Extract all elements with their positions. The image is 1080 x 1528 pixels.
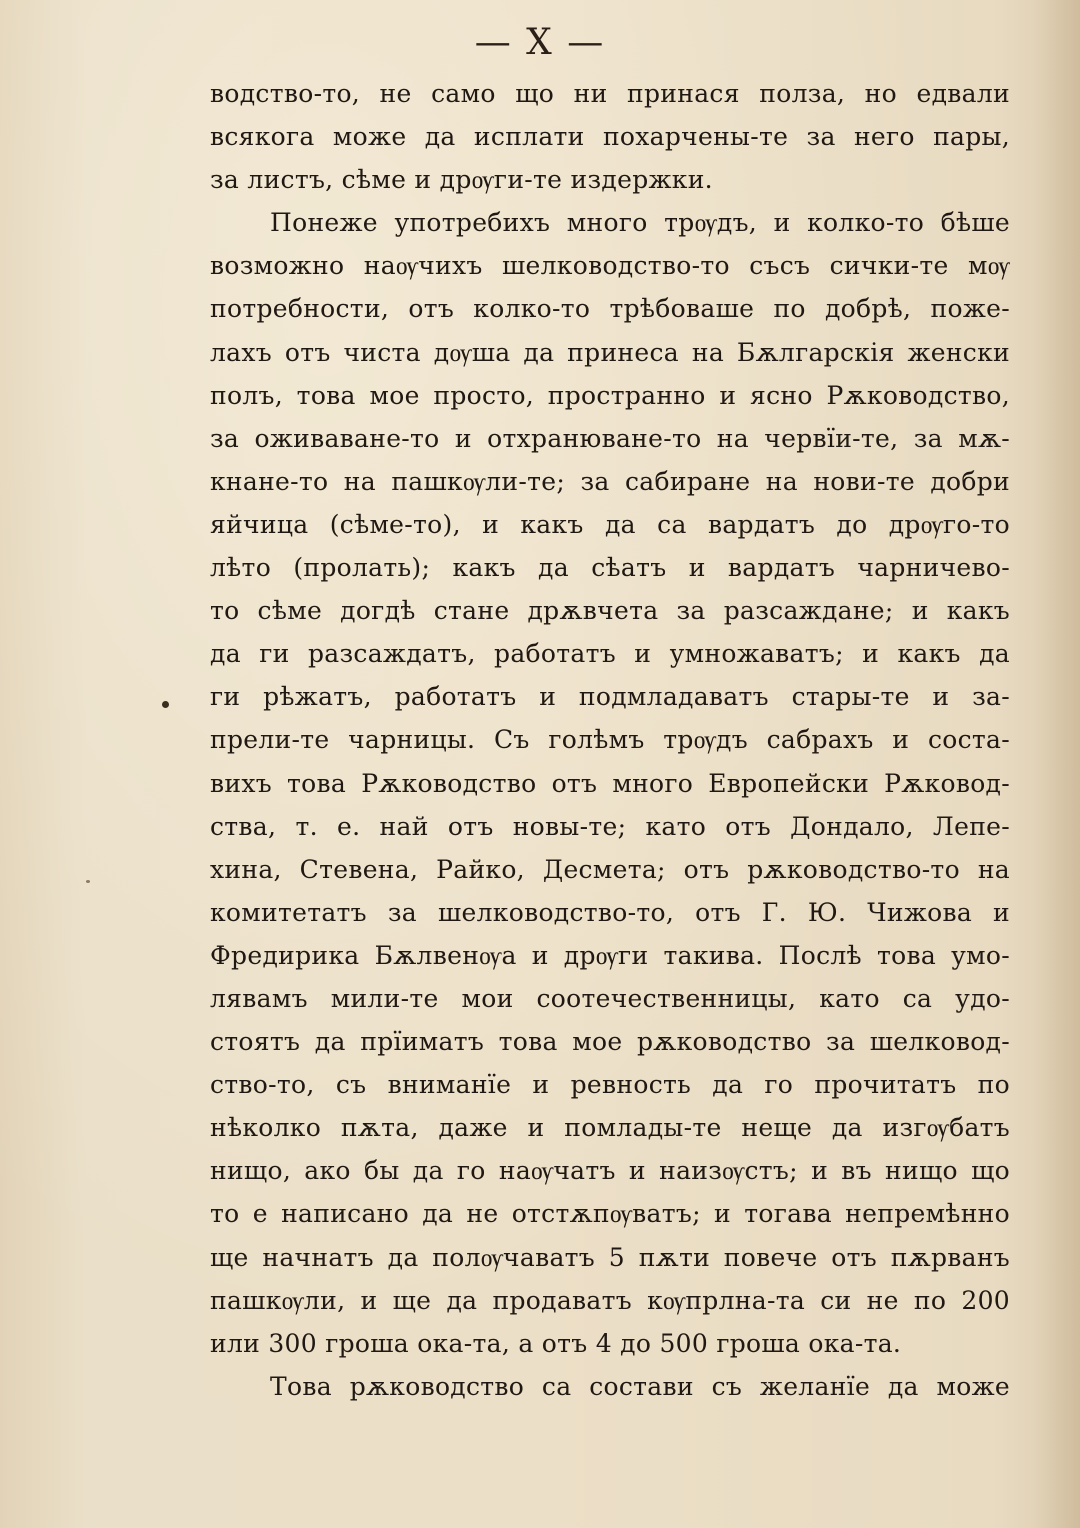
text-line-31: Това рѫководство са состави съ желанїе да може — [270, 1371, 1010, 1401]
text-line-23: стоятъ да прїиматъ това мое рѫководство за шелковод- — [210, 1027, 1010, 1057]
text-line-2: всякога може да исплати похарчены-те за него пары, — [210, 122, 1010, 152]
margin-speck — [86, 880, 90, 883]
text-line-3: за листъ, сѣме и дрѹги-те издержки. — [210, 165, 713, 195]
text-line-21: Фредирика Бѫлвенѹа и дрѹги такива. Послѣ това умо- — [210, 940, 1010, 970]
text-line-13: то сѣме догдѣ стане дрѫвчета за разсаждане; и какъ — [210, 596, 1010, 626]
text-line-24: ство-то, съ вниманїе и ревность да го прочитатъ по — [210, 1070, 1010, 1100]
text-line-18: ства, т. е. най отъ новы-те; като отъ Дондало, Лепе- — [210, 811, 1010, 841]
text-line-26: нищо, ако бы да го наѹчатъ и наизѹстъ; и въ нищо що — [210, 1156, 1010, 1186]
text-line-8: полъ, това мое просто, пространно и ясно Рѫководство, — [210, 380, 1010, 410]
text-line-30: или 300 гроша ока-та, а отъ 4 до 500 гроша ока-та. — [210, 1328, 902, 1358]
text-line-29: пашкѹли, и ще да продаватъ кѹпрлна-та си не по 200 — [210, 1285, 1010, 1315]
text-line-20: комитетатъ за шелководство-то, отъ Г. Ю. Чижова и — [210, 897, 1010, 927]
text-line-5: возможно наѹчихъ шелководство-то съсъ сички-те мѹ — [210, 251, 1010, 281]
text-line-27: то е написано да не отстѫпѹватъ; и тогава непремѣнно — [210, 1199, 1010, 1229]
text-line-12: лѣто (пролать); какъ да сѣатъ и вардатъ чарничево- — [210, 553, 1010, 583]
text-line-9: за оживаване-то и отхранюване-то на червїи-те, за мѫ- — [210, 423, 1010, 453]
text-line-1: водство-то, не само що ни принася полза, но едвали — [210, 79, 1010, 108]
margin-ink-dot — [162, 701, 169, 708]
text-line-7: лахъ отъ чиста дѹша да принеса на Бѫлгарскія женски — [210, 337, 1010, 367]
text-line-15: ги рѣжатъ, работатъ и подмладаватъ стары-те и за- — [210, 682, 1010, 712]
text-line-14: да ги разсаждатъ, работатъ и умножаватъ; и какъ да — [210, 639, 1010, 669]
text-line-19: хина, Стевена, Райко, Десмета; отъ рѫководство-то на — [210, 854, 1010, 884]
body-text — [210, 72, 1010, 1408]
text-line-11: яйчица (сѣме-то), и какъ да са вардатъ до дрѹго-то — [210, 509, 1010, 539]
page-edge-shadow — [1034, 0, 1080, 1528]
text-line-10: кнане-то на пашкѹли-те; за сабиране на нови-те добри — [210, 466, 1010, 496]
text-line-4: Понеже употребихъ много трѹдъ, и колко-то бѣше — [270, 208, 1010, 238]
page-number-header: — X — — [474, 22, 606, 63]
text-line-17: вихъ това Рѫководство отъ много Европейски Рѫковод- — [210, 768, 1010, 798]
text-line-25: нѣколко пѫта, даже и помлады-те неще да изгѹбатъ — [210, 1113, 1010, 1143]
text-line-28: ще начнатъ да полѹчаватъ 5 пѫти повече отъ пѫрванъ — [210, 1242, 1010, 1272]
text-line-16: прели-те чарницы. Съ голѣмъ трѹдъ сабрахъ и соста- — [210, 725, 1010, 755]
text-line-6: потребности, отъ колко-то трѣбоваше по добрѣ, поже- — [210, 294, 1010, 324]
text-line-22: лявамъ мили-те мои соотечественницы, като са удо- — [210, 983, 1010, 1013]
